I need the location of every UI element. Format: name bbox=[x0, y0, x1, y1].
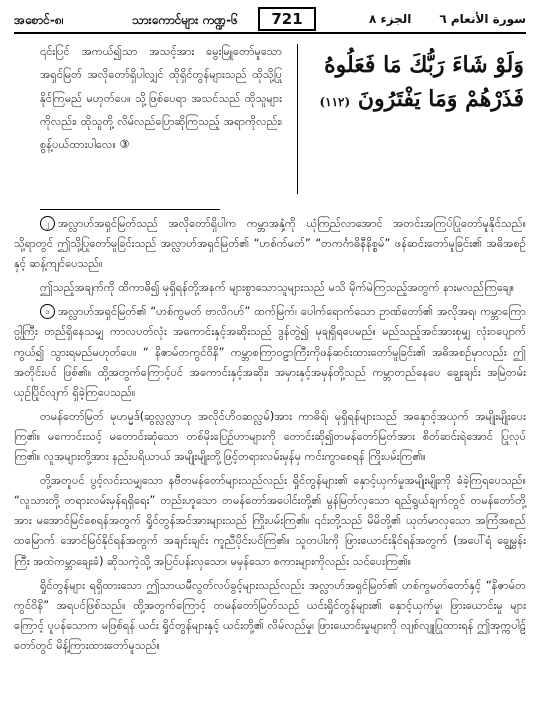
arabic-verse bbox=[306, 48, 524, 119]
commentary-paragraph: ရှိုင်တွန်များ ရရှိထားသော ဤသာယမီလွတ်လပ်ခွင့်များသည်လည်း အလ္လာဟ်အရှင်မြတ်၏ ဟစ်ကွမတ်တော်နှင့် “နိဇာမ်တကွင်ဝိနိ” အရပင်ဖြစ်သည်။ ထို့အတွက်ကြောင့် တမန်တော်မြတ်သည် ယင်းရှိုင်တွန်များ၏ နှောင့်ယှက်မှု၊ ဖြားယောင်းမှု များကြောင့် ပူပန်သောက မဖြစ်ရန် ယင်း ရှိုင်တွန်များနှင့် ယင်းတို့၏ လိမ်လည်မှု၊ ဖြားယောင်းမှုများကို လျစ်လျူပြုထားရန် ဤအုက္ကပါဠ်တော်တွင် မိန့်ကြားထားတော်မူသည်။ bbox=[14, 578, 526, 652]
footnote-rule bbox=[40, 209, 220, 210]
arabic-line-1: وَلَوْ شَاءَ رَبُّكَ مَا فَعَلُوهُ bbox=[324, 52, 524, 78]
ayah-number: (١١٢) bbox=[319, 95, 351, 109]
arabic-line-2: فَذَرْهُمْ وَمَا يَفْتَرُونَ (١١٢) bbox=[319, 86, 524, 112]
volume-label: အစောင်-၈၊ bbox=[14, 13, 64, 27]
note-marker: ၁ bbox=[40, 304, 55, 319]
note-marker: ၂ bbox=[40, 216, 55, 231]
verse-block bbox=[14, 40, 526, 200]
translation-text: ၎င်းပြင် အကယ်၍သာ အသင့်အား မွေးမြူတော်မူသော အရှင်မြတ် အလိုတော်ရှိပါလျှင် ထိုရှိင်တွန်များသည် ထိုသို့ပြုနိုင်ကြမည် မဟုတ်ပေ။ သို့ဖြစ်ပေရာ အသင်သည် ထိုသူများကိုလည်း၊ ထိုသူတို့ လိမ်လည်ပြောဆိုကြသည့် အရာကိုလည်း၊ စွန့်ပယ်ထားပါလေ။ ③ bbox=[40, 45, 282, 152]
translation-column bbox=[40, 40, 282, 156]
page-header bbox=[14, 6, 526, 34]
page-number: 721 bbox=[258, 7, 316, 31]
column-divider bbox=[297, 44, 298, 194]
chapter-label: သားကောင်များ ကဏ္ဍ-၆ bbox=[132, 13, 238, 27]
translation-note-marker: ③ bbox=[119, 138, 130, 152]
commentary bbox=[14, 214, 526, 656]
juz-label: الجزء ٨ bbox=[369, 12, 412, 26]
surah-label: سورة الأنعام ٦ bbox=[439, 12, 526, 26]
commentary-paragraph: တို့အတူပင် ပွင့်လင်းသမျှသော နဗီတမန်တော်များသည်လည်း ရှိုင်တွန်များ၏ နှောင့်ယှက်မှုအမျိုးမျိုးကို ခံခဲ့ကြရပေသည်။ “လူသားတို့ တရားလမ်းမှန်ရရှိရေး” တည်းဟူသော တမန်တော်အပေါင်းတို့၏ မွန်မြတ်လှသော ရည်ရွယ်ချက်တွင် တမန်တော်တို့အား မအောင်မြင်စေရန်အတွက် ရှိုင်တွန်အင်အားများသည် ကြိုးပမ်းကြ၏။ ၎င်းတို့သည် မိမိတို့၏ ယုတ်မာလှသော အကြံအစည် ထမြောက် အောင်မြင်နိုင်ရန်အတွက် အချင်းချင်း ကူညီပိုင်းပင်ကြ၏။ သူတပါးကို ဖြားယောင်းနိုင်ရန်အတွက် (အပေါ်ရံ ချွေမွှန်းကြီး အထဲကမ္ဘာချေးခံ) ဆိုသကဲ့သို့ အပြင်ပန်းလှသော၊ မမှန်သော စကားများကိုလည်း သင်ပေးကြ၏။ bbox=[14, 474, 526, 568]
commentary-paragraph: ၁ အလ္လာဟ်အရှင်မြတ်၏ “ဟစ်ကွမတ် ဗာလိဂဟ်” ထက်မြက်၊ ပေါက်ရောက်သော ဥာဏ်တော်၏ အလိုအရ၊ ကမ္ဘာကြောဝ္ပ္ပါကြီး တည်ရှိနေသမျှ ကာလပတ်လုံး အကောင်းနှင့်အဆိုးသည် ဒွန်တွဲ၍ မုချရှိရပေမည်။ မည်သည့်အင်အားစုမျှ လုံးဝပျောက်ကွယ်၍ သွားရမည်မဟုတ်ပေ။ “ နိဇာမ်တကွင်ဝိနိ” ကမ္ဘာစကြာဝဠာကြီးကိုဖန်ဆင်းထားတော်မူခြင်း၏ အဓိအစဉ်မှာလည်း ဤအတိုင်းပင် ဖြစ်၏။ ထို့အတွက်ကြောင့်ပင် အကောင်းနှင့်အဆိုး၊ အမှားနှင့်အမှန်တို့သည် ကမ္ဘာတည်နေပေ ချွေးချင်း အမြဲတမ်း ယှဉ်ပြိုင်လျက် ရှိခဲ့ကြပေသည်။ bbox=[14, 305, 526, 399]
commentary-paragraph: တမန်တော်မြတ် မုဟမ္မဒ်(ဆွလ္လလ္လာဟု အလိုင်ဟိဝဆလ္လမ်)အား ကာဓိရ်၊ မုရှိရန်များသည် အနှောင့်အယှက် အမျိုးမျိုးပေးကြ၏။ မကောင်းသင့် မတောင်းဆုံသော တစ်မိုးပြေဉ်ဟာများကို တောင်းဆို၍တမန်တော်မြတ်အား စိတ်ဆင်းရဲအောင် ပြုလုပ်ကြ၏။ လူအများတို့အား နည်းပရိယာယ် အမျိုးမျိုးတို့ဖြင့်တရားလမ်းမှန်မှ ကင်းကွာစေရန် ကြိုးပမ်းကြ၏။ bbox=[14, 409, 526, 464]
commentary-paragraph: ဤသည့်အချက်ကို ထိကာဓိ၍ မုရှိရန်တို့အနက် များစွာသောသူများသည် မသိ မိုက်မဲကြသည့်အတွက် နားမလည်ကြချေ။ bbox=[40, 281, 514, 295]
commentary-paragraph: ၂ အလ္လာဟ်အရှင်မြတ်သည် အလိုတော်ရှိပါက ကမ္ဘာအနှံ့ကို ယုံကြည်လာအောင် အတင်းအကြပ်ပြုတော်မူနိုင်သည်။ သို့ရာတွင် ဤသို့ပြုတော်မူခြင်းသည် အလ္လာဟ်အရှင်မြတ်၏ “ဟစ်က်မတ်” “တကင်္ဂာဓိနီနိစ္စမ်” ဖန်ဆင်းတော်မူခြင်း၏ အဓိအစဉ်နှင့် ဆန့်ကျင်ပေသည်။ bbox=[14, 217, 526, 271]
